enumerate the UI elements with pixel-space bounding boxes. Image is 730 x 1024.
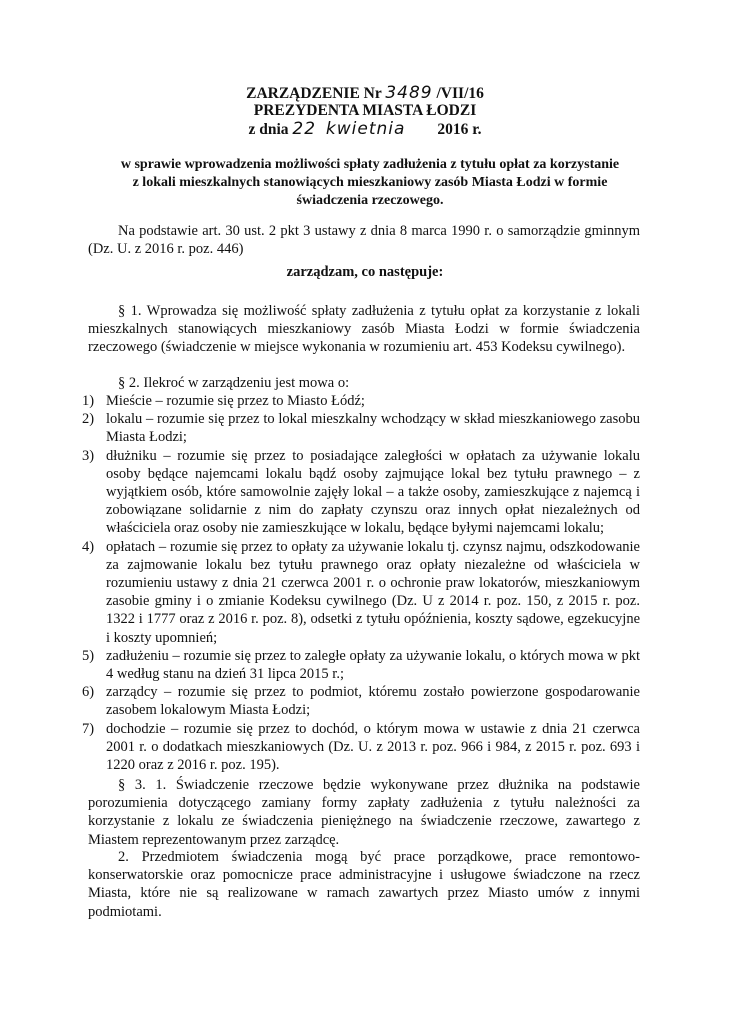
definition-item: 7) dochodzie – rozumie się przez to dochód, o którym mowa w ustawie z dnia 21 czerwca 2001 r. o dodatkach mieszkaniowych (Dz. U. z 2013 r. poz. 966 i 984, z 2015 r. poz. 693 i 1220 oraz z 2016 r. poz. 195). — [82, 720, 640, 774]
definitions-list — [82, 392, 640, 774]
paragraph-3-2: 2. Przedmiotem świadczenia mogą być prace porządkowe, prace remontowo-konserwatorskie oraz pomocnicze prace administracyjne i usługowe świadczone na rzecz Miasta, które nie są realizowane w ramach zawartych przez Miasto umów z innymi podmiotami. — [88, 849, 640, 920]
date-prefix: z dnia — [248, 121, 289, 138]
title-prefix: ZARZĄDZENIE Nr — [246, 85, 382, 102]
definition-item: 4) opłatach – rozumie się przez to opłaty za używanie lokalu tj. czynsz najmu, odszkodowanie za zajmowanie lokalu bez tytułu prawnego oraz opłaty niezależne od właściciela w rozumieniu ustawy z dnia 21 czerwca 2001 r. o ochronie praw lokatorów, mieszkaniowym zasobie gminy i o zmianie Kodeksu cywilnego (Dz. U z 2014 r. poz. 150, z 2015 r. poz. 1322 i 1777 oraz z 2016 r. poz. 8), odsetki z tytułu opóźnienia, koszty sądowe, egzekucyjne i koszty upomnień; — [82, 538, 640, 646]
definition-item: 6) zarządcy – rozumie się przez to podmiot, któremu zostało powierzone gospodarowanie zasobem lokalowym Miasta Łodzi; — [82, 684, 640, 719]
handwritten-day: 22 — [292, 119, 317, 139]
paragraph-1: § 1. Wprowadza się możliwość spłaty zadłużenia z tytułu opłat za korzystanie z lokali mieszkalnych stanowiących mieszkaniowy zasób Miasta Łodzi w formie świadczenia rzeczowego (świadczenie w miejsce wykonania w rozumieniu art. 453 Kodeksu cywilnego). — [88, 303, 640, 356]
handwritten-number: 3489 — [385, 83, 433, 103]
paragraph-3-1: § 3. 1. Świadczenie rzeczowe będzie wykonywane przez dłużnika na podstawie porozumienia dotyczącego zamiany formy zapłaty zadłużenia z tytułu należności za korzystanie z lokalu ze świadczenia pieniężnego na świadczenie rzeczowe, zawartego z Miastem reprezentowanym przez zarządcę. — [88, 777, 640, 848]
legal-basis: Na podstawie art. 30 ust. 2 pkt 3 ustawy z dnia 8 marca 1990 r. o samorządzie gminnym (Dz. U. z 2016 r. poz. 446) — [88, 223, 640, 258]
definition-item: 3) dłużniku – rozumie się przez to posiadające zaległości w opłatach za używanie lokalu osoby będące najemcami lokalu bądź osoby zajmujące lokal bez tytułu prawnego – z wyjątkiem osób, które samowolnie zajęły lokal – a także osoby, zamieszkujące z najemcą i zobowiązane solidarnie z nim do zapłaty czynszu oraz innych opłat niezależnych od właściciela oraz osoby nie zamieszkujące w lokalu, będące byłymi najemcami lokalu; — [82, 447, 640, 537]
subject-line-1: w sprawie wprowadzenia możliwości spłaty zadłużenia z tytułu opłat za korzystanie — [120, 157, 620, 172]
issuer: PREZYDENTA MIASTA ŁODZI — [253, 102, 477, 119]
title-suffix: /VII/16 — [436, 85, 484, 102]
date-year: 2016 r. — [437, 121, 482, 138]
decree-date — [0, 120, 730, 139]
subject-line-3: świadczenia rzeczowego. — [296, 193, 444, 208]
definition-item: 2) lokalu – rozumie się przez to lokal mieszkalny wchodzący w skład mieszkaniowego zasobu Miasta Łodzi; — [82, 411, 640, 446]
decree-heading: zarządzam, co następuje: — [286, 264, 444, 280]
subject-line-2: z lokali mieszkalnych stanowiących mieszkaniowy zasób Miasta Łodzi w formie — [132, 175, 608, 190]
paragraph-2-intro: § 2. Ilekroć w zarządzeniu jest mowa o: — [118, 375, 350, 391]
definition-item: 1) Mieście – rozumie się przez to Miasto Łódź; — [82, 393, 365, 409]
handwritten-month: kwietnia — [325, 119, 406, 139]
definition-item: 5) zadłużeniu – rozumie się przez to zaległe opłaty za używanie lokalu, o których mowa w pkt 4 według stanu na dzień 31 lipca 2015 r.; — [82, 647, 640, 683]
decree-title — [0, 84, 730, 103]
